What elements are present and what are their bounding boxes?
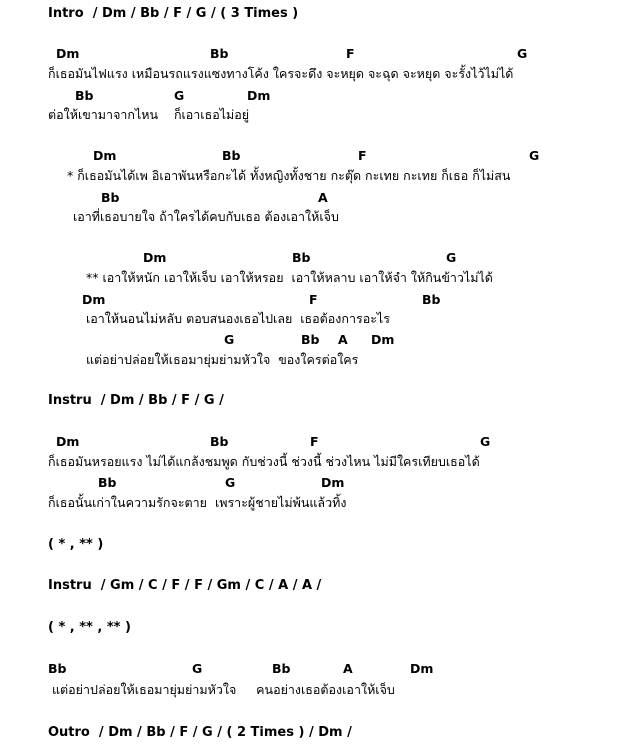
lyric-line: แต่อย่าปล่อยให้เธอมายุ่มย่ามหัวใจ คนอย่างเธอต้องเอาให้เจ็บ	[52, 682, 395, 697]
lyric-line: ก็เธอมันไฟแรง เหมือนรถแรงแซงทางโค้ง ใครจะดึง จะหยุด จะฉุด จะหยุด จะรั้งไว้ไม่ได้	[48, 66, 514, 81]
lyric-line: * ก็เธอมันได้เพ อิเอาพันหรือกะได้ ทั้งหญิงทั้งชาย กะตุ๊ด กะเทย กะเทย ก็เธอ ก็ไม่สน	[67, 168, 511, 183]
chord: G	[517, 46, 528, 61]
lyric-line: ก็เธอมันหรอยแรง ไม่ได้แกล้งชมพูด กับช่วงนี้ ช่วงนี้ ช่วงไหน ไม่มีใครเทียบเธอได้	[48, 454, 480, 469]
lyric-line: ก็เธอนั้นเก่าในความรักจะตาย เพราะผู้ชายไม่พ้นแล้วทิ้ง	[48, 495, 347, 510]
chord: F	[309, 292, 318, 307]
chord: Bb	[210, 46, 229, 61]
instrumental-line: Instru / Gm / C / F / F / Gm / C / A / A /	[48, 578, 322, 593]
chord: Bb	[98, 475, 117, 490]
chord: Bb	[222, 148, 241, 163]
chord: Dm	[321, 475, 345, 490]
lyric-line: ต่อให้เขามาจากไหน ก็เอาเธอไม่อยู่	[48, 107, 250, 122]
chord: Dm	[56, 434, 80, 449]
chord: Dm	[93, 148, 117, 163]
outro-line: Outro / Dm / Bb / F / G / ( 2 Times ) / Dm /	[48, 725, 352, 740]
chord: Bb	[272, 661, 291, 676]
chord: Dm	[143, 250, 167, 265]
lyric-line: เอาให้นอนไม่หลับ ตอบสนองเธอไปเลย เธอต้องการอะไร	[86, 311, 390, 326]
chord: G	[174, 88, 185, 103]
chord: F	[310, 434, 319, 449]
chord: Dm	[410, 661, 434, 676]
chord: Dm	[82, 292, 106, 307]
chord: G	[192, 661, 203, 676]
chord: Bb	[301, 332, 320, 347]
chord: Bb	[48, 661, 67, 676]
chord: Dm	[371, 332, 395, 347]
chord: G	[225, 475, 236, 490]
chord: A	[343, 661, 353, 676]
chord: Bb	[75, 88, 94, 103]
instrumental-line: Instru / Dm / Bb / F / G /	[48, 393, 224, 408]
chord: G	[224, 332, 235, 347]
chord: Dm	[56, 46, 80, 61]
chord: A	[338, 332, 348, 347]
chord: G	[446, 250, 457, 265]
chord: Bb	[210, 434, 229, 449]
intro-line: Intro / Dm / Bb / F / G / ( 3 Times )	[48, 6, 299, 21]
chord: Bb	[101, 190, 120, 205]
chord: Bb	[292, 250, 311, 265]
repeat-marker: ( * , ** )	[48, 537, 104, 552]
chord: F	[358, 148, 367, 163]
lyric-line: แต่อย่าปล่อยให้เธอมายุ่มย่ามหัวใจ ของใครต่อใคร	[86, 352, 359, 367]
chord: Dm	[247, 88, 271, 103]
chord: F	[346, 46, 355, 61]
chord: G	[480, 434, 491, 449]
chord: A	[318, 190, 328, 205]
lyric-line: ** เอาให้หนัก เอาให้เจ็บ เอาให้หรอย เอาให้หลาบ เอาให้จำ ให้กินข้าวไม่ได้	[86, 270, 493, 285]
chord: G	[529, 148, 540, 163]
repeat-marker: ( * , ** , ** )	[48, 620, 131, 635]
lyric-line: เอาที่เธอบายใจ ถ้าใครได้คบกับเธอ ต้องเอาให้เจ็บ	[73, 209, 339, 224]
chord: Bb	[422, 292, 441, 307]
